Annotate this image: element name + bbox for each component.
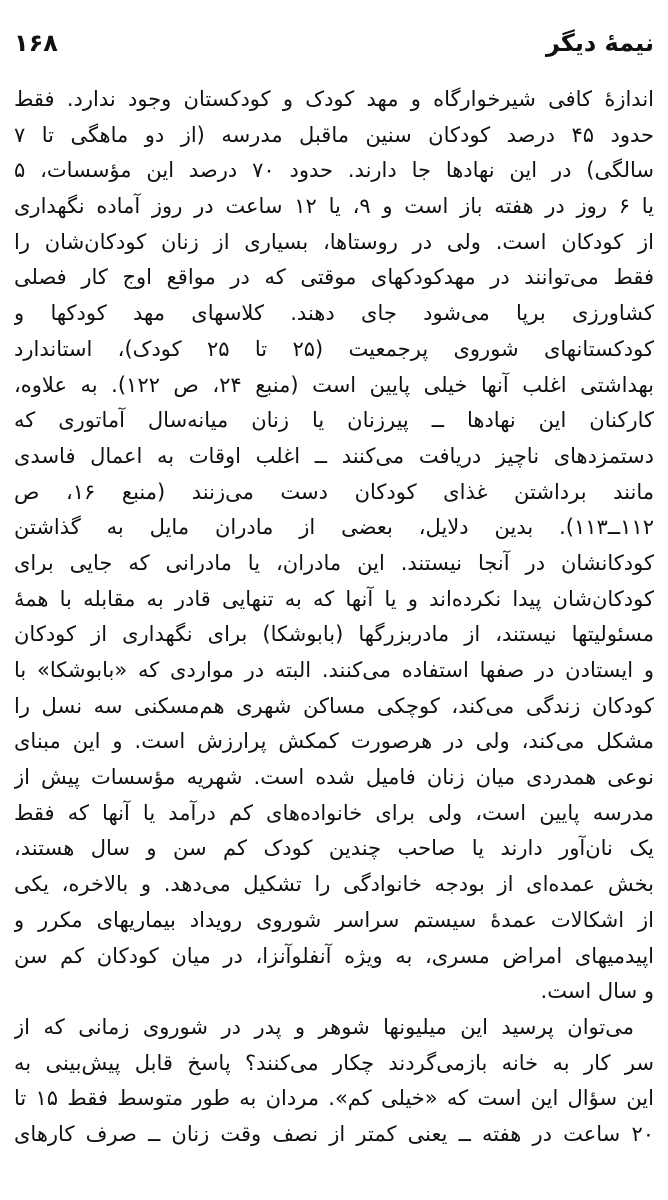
- text-line: مدرسه پایین است، ولی برای خانواده‌های کم درآمد یا آنها که فقط: [14, 800, 654, 825]
- text-line: کارکنان این نهادها ــ پیرزنان یا زنان میانه‌سال آماتوری که: [14, 408, 654, 433]
- text-line: حدود ۴۵ درصد کودکان سنین ماقبل مدرسه (از دو ماهگی تا ۷: [14, 122, 654, 147]
- text-line: ۲۰ ساعت در هفته ــ یعنی کمتر از نصف وقت زنان ــ صرف کارهای: [14, 1121, 654, 1146]
- text-line: از اشکالات عمدهٔ سیستم سراسر شوروی رویداد بیماریهای مکرر و: [14, 907, 654, 932]
- text-line: کودکانشان در آنجا نیستند. این مادران، یا مادرانی که جایی برای: [14, 550, 654, 575]
- text-line: و سال است.: [540, 979, 654, 1004]
- page-header: [14, 26, 654, 60]
- text-line: اندازهٔ کافی شیرخوارگاه و مهد کودک و کودکستان وجود ندارد. فقط: [14, 87, 654, 111]
- text-line: دستمزدهای ناچیز دریافت می‌کنند ــ اغلب اوقات به اعمال فاسدی: [14, 443, 654, 468]
- text-line: می‌توان پرسید این میلیونها شوهر و پدر در شوروی زمانی که از: [14, 1014, 634, 1039]
- page-number: ۱۶۸: [14, 29, 58, 57]
- text-line: اپیدمیهای امراض مسری، به ویژه آنفلوآنزا، در میان کودکان کم سن: [14, 943, 654, 968]
- text-line: نوعی همدردی میان زنان فامیل شده است. شهریه مؤسسات پیش از: [14, 765, 654, 790]
- text-line: بهداشتی اغلب آنها خیلی پایین است (منبع ۲۴، ص ۱۲۲). به علاوه،: [14, 372, 654, 397]
- text-line: مانند برداشتن غذای کودکان دست می‌زنند (منبع ۱۶، ص: [14, 479, 654, 504]
- text-line: یا ۶ روز در هفته باز است و ۹، یا ۱۲ ساعت در روز آماده نگهداری: [14, 194, 654, 219]
- text-line: سر کار به خانه بازمی‌گردند چکار می‌کنند؟ پاسخ قابل پیش‌بینی به: [14, 1050, 654, 1075]
- paragraph-1: [14, 82, 654, 1010]
- text-line: فقط می‌توانند در مهدکودکهای موقتی که در مواقع اوج کار فصلی: [14, 265, 654, 290]
- text-line: از کودکان است. ولی در روستاها، بسیاری از زنان کودکان‌شان را: [14, 229, 654, 254]
- text-line: سالگی) در این نهادها جا دارند. حدود ۷۰ درصد این مؤسسات، ۵: [14, 158, 654, 183]
- text-line: کودکان زندگی می‌کند، کوچکی مساکن شهری هم‌مسکنی سه نسل را: [14, 693, 654, 718]
- running-title: نیمهٔ دیگر: [545, 29, 654, 57]
- text-line: بخش عمده‌ای از بودجه خانوادگی را تشکیل می‌دهد. و بالاخره، یکی: [14, 872, 654, 897]
- text-line: کودکان‌شان پیدا نکرده‌اند و یا آنها که به تنهایی قادر به مقابله با همهٔ: [14, 586, 654, 611]
- text-line: این سؤال این است که «خیلی کم». مردان به طور متوسط فقط ۱۵ تا: [14, 1086, 654, 1111]
- text-line: ۱۱۲ــ۱۱۳). بدین دلایل، بعضی از مادران مایل به گذاشتن: [14, 515, 654, 540]
- text-line: و ایستادن در صفها استفاده می‌کنند. البته در مواردی که «بابوشکا» با: [14, 658, 654, 682]
- text-line: مسئولیتها نیستند، از مادربزرگها (بابوشکا) برای نگهداری از کودکان: [14, 622, 654, 647]
- paragraph-2: [14, 1010, 654, 1153]
- text-line: کودکستانهای شوروی پرجمعیت (۲۵ تا ۲۵ کودک)، استاندارد: [14, 336, 654, 361]
- text-line: کشاورزی برپا می‌شود جای دهند. کلاسهای مهد کودکها و: [14, 301, 654, 326]
- text-line: مشکل می‌کند، ولی در هرصورت کمکش پرارزش است. و این مبنای: [14, 729, 654, 754]
- text-line: یک نان‌آور دارند یا صاحب چندین کودک کم سن و سال هستند،: [14, 836, 654, 861]
- body-text: [14, 82, 654, 1153]
